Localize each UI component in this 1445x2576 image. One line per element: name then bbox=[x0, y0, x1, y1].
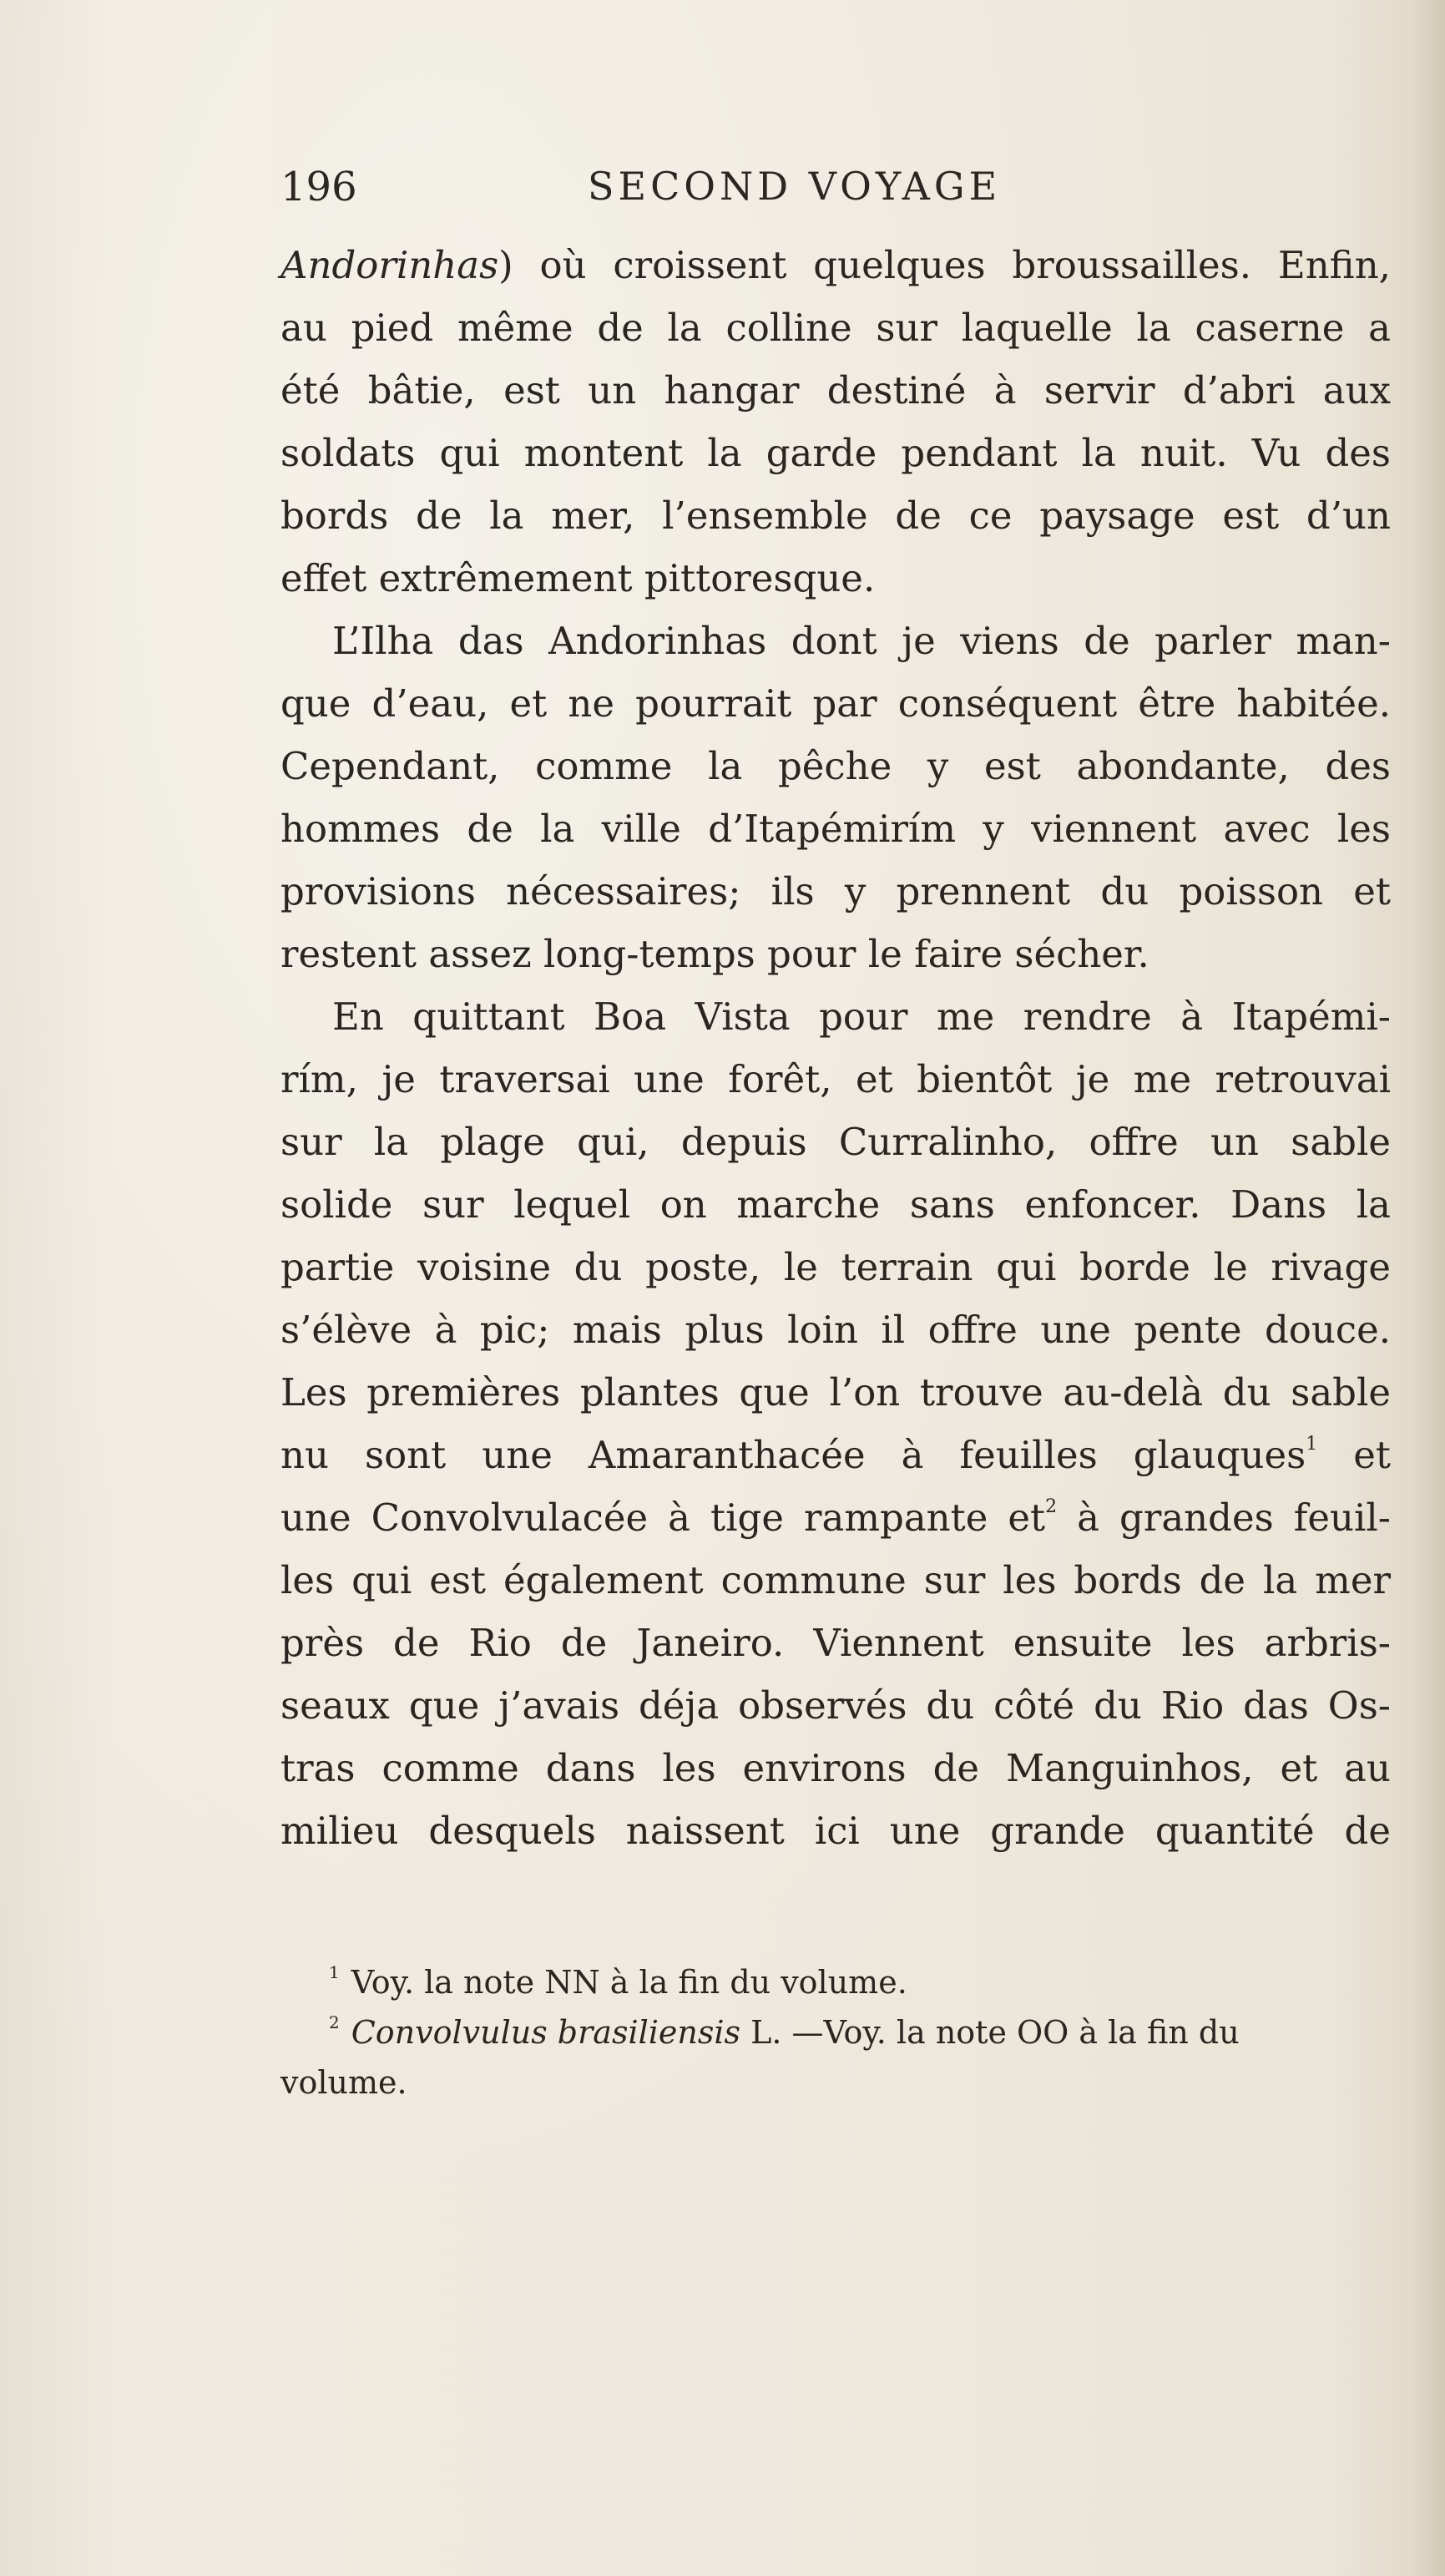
text-line: partie voisine du poste, le terrain qui borde le rivage bbox=[280, 1245, 1391, 1289]
text-line: solide sur lequel on marche sans enfoncer. Dans la bbox=[280, 1182, 1391, 1227]
text-line: les qui est également commune sur les bords de la mer bbox=[280, 1558, 1391, 1602]
text-line: provisions nécessaires; ils y prennent du poisson et bbox=[280, 869, 1391, 913]
footnotes bbox=[280, 1957, 1391, 2108]
footnote-ref-1[interactable]: 1 bbox=[1306, 1434, 1318, 1455]
text-line: été bâtie, est un hangar destiné à servir d’abri aux bbox=[280, 368, 1391, 412]
text-line: milieu desquels naissent ici une grande quantité de bbox=[280, 1809, 1391, 1853]
text-line: au pied même de la colline sur laquelle la caserne a bbox=[280, 306, 1391, 350]
body-text bbox=[280, 234, 1391, 1862]
text-line: une Convolvulacée à tige rampante $et^2$ à grandes feuil- bbox=[280, 1495, 1391, 1540]
text-line: sur la plage qui, depuis Curralinho, offre un sable bbox=[280, 1120, 1391, 1164]
text-line: près de Rio de Janeiro. Viennent ensuite les arbris- bbox=[280, 1621, 1391, 1665]
text-line: bords de la mer, l’ensemble de ce paysage est d’un bbox=[280, 493, 1391, 538]
paragraph-start: L’Ilha das Andorinhas dont je viens de parler man- bbox=[332, 619, 1391, 663]
text-line: rím, je traversai une forêt, et bientôt je me retrouvai bbox=[280, 1057, 1391, 1101]
text-line: hommes de la ville d’Itapémirím y viennent avec les bbox=[280, 807, 1391, 851]
text-line: nu sont une Amaranthacée à feuilles glauques$^1$ et bbox=[280, 1433, 1391, 1477]
text-line: que d’eau, et ne pourrait par conséquent être habitée. bbox=[280, 681, 1391, 726]
page-number: 196 bbox=[280, 164, 357, 210]
text-line: s’élève à pic; mais plus loin il offre une pente douce. bbox=[280, 1308, 1391, 1352]
text-line: effet extrêmement pittoresque. bbox=[280, 556, 876, 600]
text-line: soldats qui montent la garde pendant la nuit. Vu des bbox=[280, 431, 1391, 475]
footnote-2-continuation: volume. bbox=[280, 2064, 407, 2101]
running-head: SECOND VOYAGE bbox=[588, 164, 1002, 209]
footnote-2: $^2$ Convolvulus brasiliensis L. —Voy. la note OO à la fin du bbox=[329, 2012, 1240, 2051]
text-line: Andorinhas) où croissent quelques broussailles. Enfin, bbox=[280, 243, 1391, 287]
text-line: Cependant, comme la pêche y est abondante, des bbox=[280, 744, 1391, 788]
footnote-ref-2[interactable]: 2 bbox=[1045, 1496, 1058, 1517]
paragraph-start: En quittant Boa Vista pour me rendre à Itapémi- bbox=[332, 994, 1391, 1039]
text-line: tras comme dans les environs de Manguinhos, et au bbox=[280, 1746, 1391, 1790]
text-line: seaux que j’avais déja observés du côté du Rio das Os- bbox=[280, 1683, 1391, 1728]
italic-word: Andorinhas bbox=[280, 243, 499, 287]
footnote-number: 1 bbox=[329, 1962, 340, 1982]
page-header bbox=[280, 164, 1115, 222]
italic-species-name: Convolvulus brasiliensis bbox=[351, 2014, 741, 2051]
footnote-number: 2 bbox=[329, 2012, 340, 2032]
footnote-1: $^1$ Voy. la note NN à la fin du volume. bbox=[329, 1962, 907, 2001]
text-line: Les premières plantes que l’on trouve au-delà du sable bbox=[280, 1370, 1391, 1415]
text-line: restent assez long-temps pour le faire sécher. bbox=[280, 932, 1149, 976]
